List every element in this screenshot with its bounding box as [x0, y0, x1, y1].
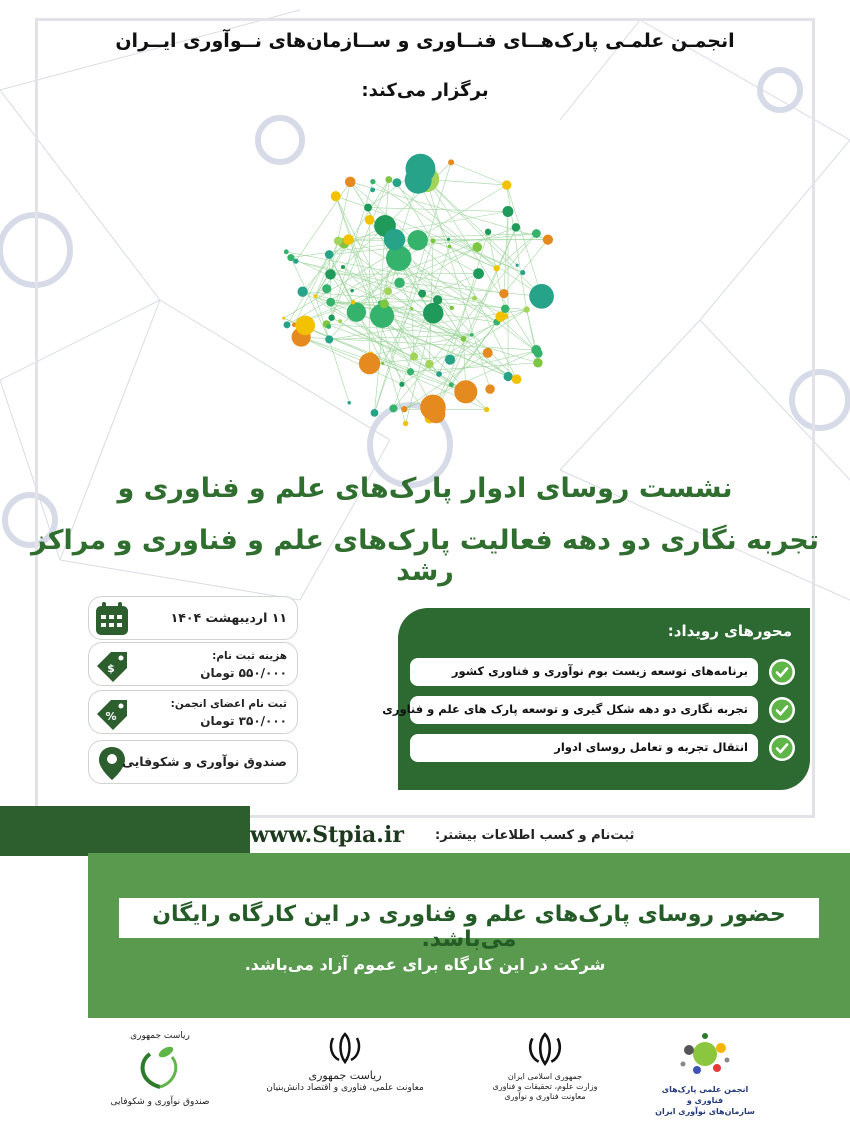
globe-node	[389, 404, 397, 412]
globe-node	[433, 295, 442, 304]
globe-node	[408, 230, 428, 250]
globe-node	[461, 336, 467, 342]
globe-node	[284, 249, 289, 254]
globe-node	[403, 421, 408, 426]
globe-node	[503, 372, 512, 381]
fee-value: ۵۵۰/۰۰۰ تومان	[200, 666, 287, 680]
globe-node	[454, 380, 477, 403]
website-link[interactable]: www.Stpia.ir	[250, 822, 404, 848]
globe-node	[425, 360, 433, 368]
globe-node	[473, 268, 484, 279]
fund-name: صندوق نوآوری و شکوفایی	[110, 1097, 210, 1107]
globe-node	[345, 177, 356, 188]
globe-node	[348, 401, 351, 404]
innovation-fund-logo	[110, 1030, 210, 1120]
globe-node	[394, 278, 404, 288]
event-topics-panel	[382, 608, 810, 790]
globe-node	[385, 176, 392, 183]
globe-node	[410, 307, 413, 310]
ministry-logo	[490, 1030, 600, 1120]
globe-node	[341, 265, 345, 269]
fee-card	[88, 642, 298, 686]
globe-node	[325, 335, 333, 343]
check-icon	[768, 658, 796, 686]
globe-node	[418, 290, 426, 298]
globe-node	[384, 287, 392, 295]
registration-label: ثبت‌نام و کسب اطلاعات بیشتر:	[435, 828, 635, 843]
globe-node	[410, 352, 418, 360]
globe-node	[282, 317, 285, 320]
fee-label: هزینه ثبت نام:	[212, 650, 287, 662]
globe-node	[359, 353, 380, 374]
globe-node	[325, 269, 336, 280]
dark-green-band	[0, 806, 250, 856]
globe-node	[499, 289, 508, 298]
globe-node	[532, 229, 541, 238]
globe-node	[449, 306, 454, 311]
globe-node	[512, 374, 522, 384]
globe-node	[328, 315, 334, 321]
topic-item	[410, 734, 758, 762]
globe-node	[347, 302, 366, 321]
globe-node	[370, 187, 375, 192]
vp-name: معاونت علمی، فناوری و اقتصاد دانش‌بنیان	[266, 1083, 424, 1093]
svg-text:$: $	[107, 662, 115, 675]
globe-node	[399, 382, 404, 387]
globe-node	[284, 321, 291, 328]
globe-node	[533, 358, 542, 367]
globe-node	[386, 246, 411, 271]
globe-node	[448, 244, 452, 248]
member-fee-info	[171, 696, 287, 730]
check-icon	[768, 696, 796, 724]
globe-node	[371, 409, 379, 417]
date-card	[88, 596, 298, 640]
globe-node	[297, 287, 307, 297]
globe-node	[520, 270, 525, 275]
globe-node	[401, 406, 407, 412]
globe-node	[483, 348, 493, 358]
calendar-icon	[93, 600, 131, 638]
globe-node	[313, 294, 317, 298]
check-icon	[768, 734, 796, 762]
globe-node	[447, 238, 450, 241]
association-name-1: انجمن علمی پارک‌های فناوری و	[661, 1085, 749, 1105]
ministry-line-1: جمهوری اسلامی ایران	[507, 1072, 583, 1081]
globe-node	[326, 324, 331, 329]
topic-label: برنامه‌های توسعه زیست بوم نوآوری و فناوری کشور	[451, 664, 748, 678]
topic-item	[410, 658, 758, 686]
topic-label: انتقال تجربه و تعامل روسای ادوار	[554, 740, 748, 754]
member-fee-label: ثبت نام اعضای انجمن:	[170, 698, 287, 710]
iran-emblem-icon	[523, 1030, 567, 1068]
event-title-line-1: نشست روسای ادوار پارک‌های علم و فناوری و	[117, 473, 733, 504]
globe-node	[364, 204, 372, 212]
topic-item	[382, 696, 758, 724]
globe-node	[495, 311, 505, 321]
globe-node	[449, 382, 454, 387]
iran-emblem-icon	[325, 1030, 365, 1066]
fund-top-text: ریاست جمهوری	[130, 1031, 190, 1041]
venue-card	[88, 740, 298, 784]
discount-tag-icon	[93, 694, 131, 732]
globe-node	[406, 154, 436, 184]
association-name-2: سازمان‌های نوآوری ایران	[655, 1107, 755, 1116]
network-globe-graphic	[230, 120, 610, 460]
event-date: ۱۱ اردیبهشت ۱۴۰۴	[170, 610, 287, 625]
event-title-line-2: تجربه نگاری دو دهه فعالیت پارک‌های علم و فناوری و مراکز رشد	[30, 525, 819, 587]
globe-node	[529, 284, 554, 309]
globe-node	[326, 298, 335, 307]
organizes-label: برگزار می‌کند:	[361, 80, 489, 101]
globe-node	[516, 264, 519, 267]
fee-info	[200, 648, 287, 682]
globe-node	[322, 284, 331, 293]
globe-node	[445, 355, 455, 365]
globe-node	[470, 333, 474, 337]
globe-node	[543, 234, 553, 244]
globe-node	[512, 223, 521, 232]
globe-node	[365, 215, 375, 225]
association-logo	[650, 1030, 760, 1120]
topic-label: تجربه نگاری دو دهه شکل گیری و توسعه پارک های علم و فناوری	[382, 702, 748, 716]
vice-presidency-logo	[265, 1030, 425, 1120]
globe-node	[343, 234, 354, 245]
globe-node	[472, 296, 477, 301]
globe-node	[484, 407, 489, 412]
globe-node	[531, 345, 541, 355]
sprout-emblem-icon	[130, 1042, 190, 1092]
globe-node	[431, 238, 436, 243]
vp-top-text: ریاست جمهوری	[308, 1069, 382, 1082]
price-tag-icon	[93, 646, 131, 684]
member-fee-value: ۳۵۰/۰۰۰ تومان	[200, 714, 287, 728]
globe-node	[350, 289, 354, 293]
globe-node	[351, 300, 356, 305]
free-attendance-notice: حضور روسای پارک‌های علم و فناوری در این کارگاه رایگان می‌باشد.	[152, 902, 786, 952]
globe-node	[448, 159, 454, 165]
globe-node	[472, 242, 482, 252]
globe-node	[502, 206, 513, 217]
globe-node	[407, 368, 414, 375]
globe-node	[501, 305, 509, 313]
globe-node	[370, 179, 375, 184]
globe-node	[380, 299, 389, 308]
public-attendance-notice: شرکت در این کارگاه برای عموم آزاد می‌باشد.	[244, 955, 606, 974]
globe-node	[334, 237, 343, 246]
globe-node	[485, 229, 491, 235]
globe-node	[388, 259, 393, 264]
globe-node	[393, 178, 402, 187]
globe-node	[420, 395, 446, 421]
free-notice-box	[119, 898, 819, 952]
topics-title: محورهای رویداد:	[667, 622, 792, 640]
association-dots-icon	[677, 1030, 733, 1080]
venue-name: صندوق نوآوری و شکوفایی	[121, 754, 287, 769]
globe-node	[436, 371, 442, 377]
globe-node	[381, 362, 384, 365]
globe-node	[485, 384, 494, 393]
svg-text:%: %	[105, 710, 117, 723]
globe-node	[494, 265, 500, 271]
globe-node	[423, 303, 443, 323]
globe-node	[325, 250, 334, 259]
globe-node	[338, 319, 342, 323]
registration-row	[250, 820, 850, 852]
organizer-name: انجمـن علمـی پارک‌هــای فنــاوری و ســازمان‌های نــوآوری ایــران	[115, 30, 735, 52]
member-fee-card	[88, 690, 298, 734]
globe-node	[331, 191, 341, 201]
ministry-line-3: معاونت فناوری و نوآوری	[504, 1092, 586, 1101]
globe-node	[287, 254, 294, 261]
globe-node	[502, 180, 511, 189]
globe-node	[523, 306, 529, 312]
globe-node	[384, 229, 405, 250]
ministry-line-2: وزارت علوم، تحقیقات و فناوری	[492, 1082, 598, 1091]
globe-node	[295, 316, 315, 336]
